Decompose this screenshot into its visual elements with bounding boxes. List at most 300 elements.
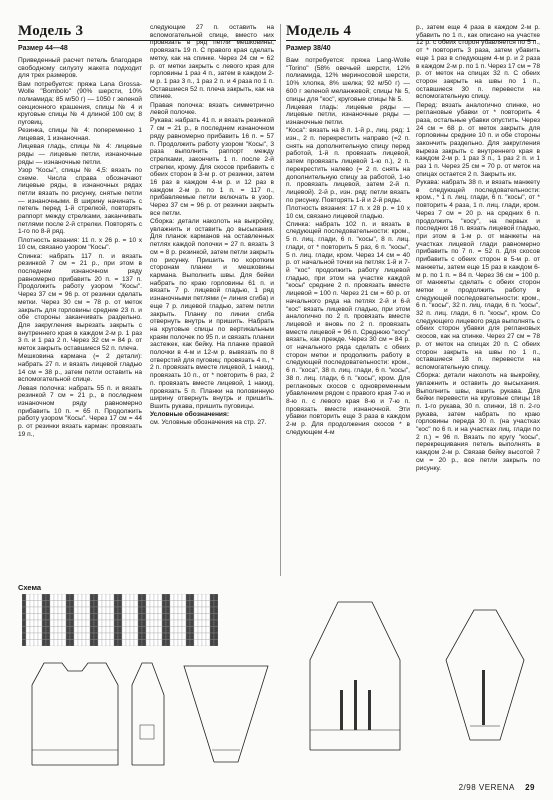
chart-cell	[122, 594, 126, 601]
chart-cell	[158, 620, 162, 627]
chart-cell	[110, 627, 114, 634]
chart-cell	[102, 607, 106, 614]
chart-cell	[58, 640, 62, 647]
chart-cell	[134, 594, 138, 601]
chart-cell	[106, 614, 110, 621]
chart-cell	[62, 620, 66, 627]
chart-cell	[74, 614, 78, 621]
chart-cell	[190, 594, 194, 601]
chart-cell	[178, 601, 182, 608]
chart-cell	[194, 633, 198, 640]
paragraph: Вам потребуется: пряжа Lang-Wolle "Torino" (58% овечьей шерсти, 12% полиамида, 12% мериносовой шерсти, 10% хлопка, 8% шелка; 92 м/50 г) — 600 г зеленой меланжевой; спицы № 5, спицы для "кос", круговые спицы № 5.	[286, 57, 410, 103]
chart-cell	[42, 620, 46, 627]
chart-cell	[22, 620, 26, 627]
chart-cell	[34, 640, 38, 647]
chart-cell	[178, 614, 182, 621]
chart-cell	[198, 607, 202, 614]
chart-cell	[130, 601, 134, 608]
paragraph: Сборка: детали наколоть на выкройку, увлажнить и оставить до высыхания. Для планок карманов на оставленных петлях каждой полочки = 27 п. вязать 3 см = 8 р. резинкой, затем петли закрыть по рисунку. Пришить по коротким сторонам планки и мешковины кармана. Выполнить швы. Для бейки набрать по краю горловины 61 п. и вязать 7 р. лицевой гладью, 1 ряд изнаночными петлями (= линия сгиба) и еще 7 р. лицевой гладью, затем петли закрыть. Планку по линии сгиба отвернуть внутрь и пришить. Набрать на круговые спицы по вертикальным краям полочек по 95 п. и связать планки застежек, как бейку. На планке правой полочки в 4-м и 12-м р. вывязать по 8 отверстий для пуговиц: провязать 4 п., * 2 п. провязать вместе лицевой, 1 накид, провязать 10 п., от * повторить 6 раз, 2 п. провязать вместе лицевой, 1 накид, провязать 5 п. Планки на половинную ширину отвернуть внутрь и пришить. Вшить рукава, пришить пуговицы.	[150, 218, 274, 410]
chart-cell	[142, 620, 146, 627]
chart-cell	[130, 594, 134, 601]
chart-cell	[110, 614, 114, 621]
chart-cell	[26, 640, 30, 647]
model3-size: Размер 44—48	[18, 45, 68, 52]
chart-cell	[142, 607, 146, 614]
chart-cell	[178, 640, 182, 647]
chart-cell	[58, 601, 62, 608]
chart-cell	[194, 607, 198, 614]
chart-cell	[214, 601, 218, 608]
chart-cell	[114, 607, 118, 614]
paragraph: Приведенный расчет петель благодаря свободному силуэту жакета подходит для трех размеров.	[18, 57, 142, 80]
chart-cell	[98, 601, 102, 608]
chart-cell	[118, 620, 122, 627]
chart-cell	[126, 627, 130, 634]
paragraph: Рукава: набрать 41 п. и вязать резинкой 7 см = 21 р., в последнем изнаночном ряду равномерно прибавить 16 п. = 57 п. Продолжить работу узором "Косы", 3 раза выполнить раппорт между стрелками, закончить 1 п. после 2-й стрелки, крому. Для скосов прибавить с обеих сторон в 3-м р. от резинки, затем 16 раз в каждом 4-м р. и 12 раз в каждом 2-м р. по 1 п. = 117 п., прибавляемые петли включать в узор. Через 37 см = 96 р. от резинки закрыть все петли.	[150, 117, 274, 217]
chart-cell	[58, 607, 62, 614]
chart-cell	[118, 627, 122, 634]
chart-cell	[210, 601, 214, 608]
chart-cell	[46, 640, 50, 647]
chart-cell	[182, 614, 186, 621]
paragraph: Рукава: набрать 38 п. и вязать манжету в следующей последовательности: кром., * 1 п. лиц. глади, 6 п. "косы", от * повторить 4 раза, 1 п. лиц. глади, кром. Через 7 см = 20 р. на средних 6 п. продолжить "косу", на первых и последних 16 п. вязать лицевой гладью, при этом в 1-м р. от манжеты на участках лицевой глади равномерно прибавить по 7 п. = 52 п. Для скосов прибавить с обеих сторон в 5-м р. от манжеты, затем еще 15 раз в каждом 6-м р. по 1 п. = 84 п. Через 36 см = 100 р. от манжеты сделать с обеих сторон метки и продолжить работу в следующей последовательности: кром., 6 п. "косы", 32 п. лиц. глади, 6 п. "косы", 32 п. лиц. глади, 6 п. "косы", кром. Со следующего лицевого ряда выполнять с обеих сторон убавки для реглановых скосов, как на спинке. Через 27 см = 78 р. от меток на спицах 20 п. С обеих сторон закрыть на швы по 1 п., оставшиеся 18 п. перевести на вспомогательную спицу.	[416, 179, 540, 371]
chart-cell	[190, 640, 194, 647]
chart-cell	[166, 633, 170, 640]
chart-cell	[154, 627, 158, 634]
chart-cell	[26, 594, 30, 601]
chart-cell	[34, 614, 38, 621]
chart-cell	[182, 607, 186, 614]
chart-cell	[106, 640, 110, 647]
chart-cell	[98, 627, 102, 634]
chart-cell	[54, 627, 58, 634]
chart-cell	[110, 633, 114, 640]
chart-cell	[50, 594, 54, 601]
chart-cell	[102, 620, 106, 627]
chart-cell	[134, 607, 138, 614]
chart-cell	[82, 601, 86, 608]
chart-cell	[30, 620, 34, 627]
chart-cell	[46, 601, 50, 608]
chart-cell	[186, 620, 190, 627]
chart-cell	[82, 607, 86, 614]
chart-cell	[122, 601, 126, 608]
paragraph: см. Условные обозначения на стр. 27.	[150, 419, 267, 427]
chart-cell	[114, 594, 118, 601]
chart-cell	[62, 640, 66, 647]
chart-cell	[206, 640, 210, 647]
chart-cell	[58, 627, 62, 634]
chart-cell	[118, 601, 122, 608]
chart-cell	[142, 594, 146, 601]
schema-title: Схема	[18, 583, 42, 592]
chart-cell	[42, 607, 46, 614]
chart-cell	[206, 607, 210, 614]
chart-cell	[110, 620, 114, 627]
chart-cell	[158, 633, 162, 640]
chart-cell	[186, 633, 190, 640]
paragraph: Левая полочка: набрать 55 п. и вязать резинкой 7 см = 21 р., в последнем изнаночном ряду равномерно прибавить 10 п. = 65 п. Продолжить работу узором "Косы". Через 17 см = 44 р. от резинки вязать карман: провязать 19 п.,	[18, 384, 142, 438]
chart-cell	[166, 614, 170, 621]
chart-cell	[134, 633, 138, 640]
chart-cell	[78, 614, 82, 621]
chart-cell	[138, 620, 142, 627]
chart-cell	[62, 627, 66, 634]
chart-cell	[26, 620, 30, 627]
chart-cell	[190, 633, 194, 640]
chart-cell	[46, 620, 50, 627]
chart-cell	[214, 640, 218, 647]
chart-cell	[194, 614, 198, 621]
chart-cell	[106, 607, 110, 614]
chart-cell	[114, 601, 118, 608]
chart-cell	[50, 620, 54, 627]
chart-cell	[42, 614, 46, 621]
chart-cell	[66, 620, 70, 627]
chart-cell	[78, 627, 82, 634]
chart-cell	[154, 594, 158, 601]
chart-cell	[50, 633, 54, 640]
chart-cell	[214, 594, 218, 601]
chart-cell	[130, 614, 134, 621]
chart-cell	[146, 601, 150, 608]
model3-column-1	[18, 57, 142, 439]
chart-cell	[138, 594, 142, 601]
chart-cell	[154, 620, 158, 627]
chart-cell	[194, 594, 198, 601]
chart-cell	[170, 627, 174, 634]
chart-cell	[94, 594, 98, 601]
chart-cell	[22, 640, 26, 647]
chart-cell	[114, 627, 118, 634]
chart-cell	[22, 601, 26, 608]
chart-cell	[186, 614, 190, 621]
paragraph: Перед: вязать аналогично спинке, но реглановые убавки от * повторить 4 раза, остальные убавки опустить. Через 24 см = 68 р. от меток закрыть для горловины средние 10 п. и обе стороны закончить раздельно. Для закругления выреза закрыть с внутреннего края в каждом 2-м р. 1 раз 3 п., 1 раз 2 п. и 1 раз 1 п. Через 25 см = 70 р. от меток на спицах остается 2 п. Закрыть их.	[416, 101, 540, 178]
chart-cell	[86, 601, 90, 608]
chart-cell	[34, 601, 38, 608]
chart-cell	[94, 601, 98, 608]
chart-cell	[38, 614, 42, 621]
chart-cell	[154, 601, 158, 608]
chart-cell	[30, 594, 34, 601]
chart-cell	[102, 627, 106, 634]
chart-cell	[90, 594, 94, 601]
chart-cell	[118, 614, 122, 621]
chart-cell	[166, 594, 170, 601]
chart-cell	[174, 627, 178, 634]
chart-cell	[114, 614, 118, 621]
chart-cell	[26, 607, 30, 614]
chart-cell	[150, 633, 154, 640]
chart-cell	[114, 640, 118, 647]
chart-cell	[90, 601, 94, 608]
chart-cell	[138, 614, 142, 621]
chart-cell	[122, 614, 126, 621]
model4-column-1	[286, 57, 410, 437]
chart-cell	[98, 640, 102, 647]
chart-cell	[98, 607, 102, 614]
chart-cell	[54, 614, 58, 621]
paragraph: Правая полочка: вязать симметрично левой полочке.	[150, 101, 274, 117]
chart-cell	[194, 601, 198, 608]
chart-cell	[42, 601, 46, 608]
chart-cell	[186, 640, 190, 647]
paragraph: Спинка: набрать 102 п. и вязать в следующей последовательности: кром., 5 п. лиц. глади, 6 п. "косы", 8 п. лиц. глади, от * повторить 5 раз, 6 п. "косы", 5 п. лиц. глади, кром. Через 14 см = 40 р. от начальной точки на петлях 1-й и 7-й "кос" продолжить работу лицевой гладью, при этом на участке каждой "косы" средние 2 п. провязать вместе лицевой = 100 п. Через 21 см = 60 р. от начального ряда на петлях 2-й и 6-й "кос" вязать лицевой гладью, при этом аналогично по 2 п. провязать вместе лицевой и вновь по 2 п. провязать вместе лицевой = 96 п. Среднюю "косу" вязать, как прежде. Через 30 см = 84 р. от начального ряда сделать с обеих сторон метки и продолжить работу в следующей последовательности: кром., 6 п. "коса", 38 п. лиц. глади, 6 п. "косы", 38 п. лиц. глади, 6 п. "косы", кром. Для реглановых скосов с одновременным убавлением рядом с правого края 7-ю и 8-ю п. с левого края 8-ю и 7-ю п. провязать вместе изнаночной. Эти убавки повторить еще 3 раза в каждом 2-м р. Для продолжения скосов * в следующем 4-м	[286, 220, 410, 436]
chart-cell	[38, 620, 42, 627]
chart-cell	[70, 620, 74, 627]
chart-cell	[102, 601, 106, 608]
chart-cell	[134, 620, 138, 627]
chart-cell	[122, 627, 126, 634]
chart-cell	[202, 640, 206, 647]
chart-cell	[22, 594, 26, 601]
chart-cell	[178, 607, 182, 614]
chart-cell	[54, 601, 58, 608]
chart-cell	[54, 620, 58, 627]
chart-cell	[170, 614, 174, 621]
chart-cell	[94, 627, 98, 634]
chart-cell	[98, 620, 102, 627]
chart-cell	[54, 607, 58, 614]
chart-cell	[106, 620, 110, 627]
chart-cell	[202, 633, 206, 640]
paragraph: Сборка: детали наколоть на выкройку, увлажнить и оставить до высыхания. Выполнить швы, вшить рукава. Для бейки перевести на круговые спицы 18 п. 1-го рукава, 30 п. спинки, 18 п. 2-го рукава, затем набрать по краю горловины переда 30 п. (на участках "кос" по 6 п. и на участках лиц. глади по 2 п.) = 96 п. Вязать по кругу "косы", перекрещивания петель выполнять в каждом 2-м р. Связав бейку высотой 7 см = 20 р., все петли закрыть по рисунку.	[416, 372, 540, 472]
chart-cell	[154, 607, 158, 614]
chart-cell	[66, 607, 70, 614]
chart-cell	[182, 620, 186, 627]
chart-cell	[142, 614, 146, 621]
paragraph: р., затем еще 4 раза в каждом 2-м р. убавить по 1 п., как описано на участке 12 р. с обеих сторон убавляется по 5 п., от * повторить 3 раза, затем убавить еще 1 раз в следующем 4-м р. и 2 раза в каждом 2-м р. по 1 п. Через 17 см = 78 р. от меток на спицах 32 п. С обеих сторон закрыть на швы по 1 п., оставшиеся 30 п. перевести на вспомогательную спицу.	[416, 24, 540, 101]
chart-cell	[198, 640, 202, 647]
chart-cell	[158, 627, 162, 634]
chart-cell	[210, 594, 214, 601]
chart-cell	[118, 594, 122, 601]
chart-cell	[122, 607, 126, 614]
chart-cell	[170, 594, 174, 601]
chart-cell	[174, 640, 178, 647]
chart-cell	[86, 607, 90, 614]
chart-cell	[22, 607, 26, 614]
footer-page: 29	[525, 783, 535, 792]
chart-cell	[146, 607, 150, 614]
chart-cell	[38, 607, 42, 614]
chart-cell	[102, 633, 106, 640]
chart-cell	[182, 633, 186, 640]
chart-cell	[74, 627, 78, 634]
paragraph: Мешковина кармана (= 2 детали): набрать 27 п. и вязать лицевой гладью 14 см = 38 р., затем петли оставить на вспомогательной спице.	[18, 353, 142, 384]
chart-cell	[70, 614, 74, 621]
chart-cell	[150, 627, 154, 634]
chart-cell	[30, 614, 34, 621]
chart-cell	[110, 601, 114, 608]
chart-cell	[78, 640, 82, 647]
chart-cell	[30, 601, 34, 608]
chart-cell	[130, 627, 134, 634]
model3-column-2	[150, 24, 274, 428]
chart-cell	[62, 633, 66, 640]
chart-cell	[106, 627, 110, 634]
chart-cell	[194, 640, 198, 647]
chart-cell	[166, 607, 170, 614]
chart-cell	[146, 627, 150, 634]
chart-cell	[162, 594, 166, 601]
chart-cell	[134, 601, 138, 608]
chart-cell	[146, 614, 150, 621]
paragraph: Плотность вязания: 17 п. х 28 р. = 10 х 10 см, связано лицевой гладью.	[286, 204, 410, 220]
chart-cell	[174, 620, 178, 627]
chart-cell	[34, 627, 38, 634]
chart-cell	[82, 614, 86, 621]
chart-cell	[206, 633, 210, 640]
chart-cell	[66, 627, 70, 634]
chart-cell	[154, 633, 158, 640]
chart-cell	[98, 633, 102, 640]
chart-cell	[174, 614, 178, 621]
body-schematic-4	[290, 590, 420, 760]
chart-cell	[178, 633, 182, 640]
chart-cell	[210, 620, 214, 627]
chart-cell	[110, 594, 114, 601]
chart-cell	[38, 633, 42, 640]
chart-cell	[42, 640, 46, 647]
chart-cell	[30, 633, 34, 640]
chart-cell	[58, 633, 62, 640]
chart-cell	[58, 620, 62, 627]
chart-cell	[198, 594, 202, 601]
chart-cell	[94, 614, 98, 621]
chart-cell	[74, 601, 78, 608]
chart-cell	[46, 627, 50, 634]
chart-cell	[130, 620, 134, 627]
chart-cell	[166, 601, 170, 608]
chart-cell	[206, 620, 210, 627]
chart-cell	[78, 607, 82, 614]
chart-cell	[166, 620, 170, 627]
chart-cell	[66, 594, 70, 601]
chart-cell	[186, 627, 190, 634]
chart-cell	[190, 614, 194, 621]
chart-cell	[62, 607, 66, 614]
chart-cell	[138, 640, 142, 647]
paragraph: Спинка: набрать 117 п. и вязать резинкой 7 см = 21 р., при этом в последнем изнаночном ряду равномерно прибавить 20 п. = 137 п. Продолжить работу узором "Косы". Через 37 см = 96 р. от резинки сделать метки. Через 30 см = 78 р. от меток закрыть для горловины средние 23 п. и обе стороны заканчивать раздельно. Для закругления вырезать закрыть с внутреннего края в каждом 2-м р. 1 раз 3 п. и 1 раз 2 п. Через 32 см = 84 р. от меток закрыть оставшиеся 52 п. плеча.	[18, 252, 142, 353]
chart-cell	[74, 633, 78, 640]
model3-title: Модель 3	[18, 23, 84, 39]
chart-cell	[210, 614, 214, 621]
chart-cell	[26, 601, 30, 608]
chart-cell	[54, 633, 58, 640]
chart-cell	[102, 640, 106, 647]
chart-cell	[50, 627, 54, 634]
chart-cell	[174, 594, 178, 601]
chart-cell	[70, 594, 74, 601]
chart-cell	[86, 620, 90, 627]
chart-cell	[122, 640, 126, 647]
chart-cell	[142, 633, 146, 640]
paragraph: Плотность вязания: 11 п. х 26 р. = 10 х 10 см, связано узором "Косы".	[18, 236, 142, 252]
chart-cell	[106, 633, 110, 640]
chart-cell	[42, 594, 46, 601]
chart-cell	[70, 640, 74, 647]
chart-cell	[26, 614, 30, 621]
chart-cell	[122, 633, 126, 640]
chart-cell	[78, 601, 82, 608]
chart-cell	[106, 601, 110, 608]
chart-cell	[74, 607, 78, 614]
footer-issue: 2/98 VERENA	[458, 783, 515, 792]
chart-cell	[118, 640, 122, 647]
chart-cell	[98, 594, 102, 601]
chart-cell	[190, 601, 194, 608]
chart-cell	[142, 640, 146, 647]
chart-cell	[42, 633, 46, 640]
chart-cell	[70, 627, 74, 634]
chart-cell	[94, 633, 98, 640]
chart-cell	[94, 620, 98, 627]
chart-cell	[130, 640, 134, 647]
chart-cell	[34, 594, 38, 601]
chart-cell	[138, 627, 142, 634]
chart-cell	[86, 633, 90, 640]
chart-cell	[158, 614, 162, 621]
chart-cell	[158, 601, 162, 608]
chart-cell	[82, 640, 86, 647]
chart-cell	[86, 594, 90, 601]
chart-cell	[198, 633, 202, 640]
chart-cell	[178, 627, 182, 634]
chart-cell	[134, 627, 138, 634]
chart-cell	[150, 594, 154, 601]
chart-cell	[162, 607, 166, 614]
chart-cell	[22, 614, 26, 621]
chart-cell	[150, 620, 154, 627]
chart-cell	[30, 607, 34, 614]
front-schematic	[128, 655, 168, 775]
chart-cell	[114, 633, 118, 640]
chart-cell	[66, 601, 70, 608]
chart-cell	[198, 627, 202, 634]
chart-cell	[62, 594, 66, 601]
chart-cell	[190, 620, 194, 627]
chart-cell	[86, 614, 90, 621]
chart-cell	[66, 633, 70, 640]
chart-cell	[34, 620, 38, 627]
chart-cell	[114, 620, 118, 627]
chart-cell	[206, 601, 210, 608]
chart-cell	[86, 640, 90, 647]
chart-cell	[138, 633, 142, 640]
chart-cell	[70, 607, 74, 614]
stitch-chart	[22, 594, 218, 646]
chart-cell	[118, 607, 122, 614]
chart-cell	[206, 614, 210, 621]
chart-cell	[130, 633, 134, 640]
chart-cell	[106, 594, 110, 601]
chart-cell	[214, 620, 218, 627]
chart-cell	[170, 607, 174, 614]
page-footer	[459, 783, 535, 792]
paragraph: "Коса": вязать на 8 п. 1-й р., лиц. ряд: 1 изн., 2 п. перекрестить направо (=2 п. снять на дополнительную спицу перед работой, 1-й п. провязать лицевой, затем провязать лицевой 1-ю п.), 2 п. перекрестить налево (= 2 п. снять на дополнительную спицу за работой, 1-ю п. провязать лицевой, затем 2-й п. лицевой). 2-й р., изн. ряд: петли вязать по рисунку. Повторять 1-й и 2-й ряды.	[286, 127, 410, 204]
chart-cell	[170, 640, 174, 647]
chart-cell	[30, 640, 34, 647]
chart-cell	[178, 594, 182, 601]
chart-cell	[38, 640, 42, 647]
paragraph: Лицевая гладь, спицы № 4: лицевые ряды — лицевые петли, изнаночные ряды — изнаночные петли.	[18, 143, 142, 166]
chart-cell	[82, 633, 86, 640]
chart-cell	[54, 640, 58, 647]
chart-cell	[86, 627, 90, 634]
chart-cell	[194, 627, 198, 634]
chart-cell	[46, 633, 50, 640]
